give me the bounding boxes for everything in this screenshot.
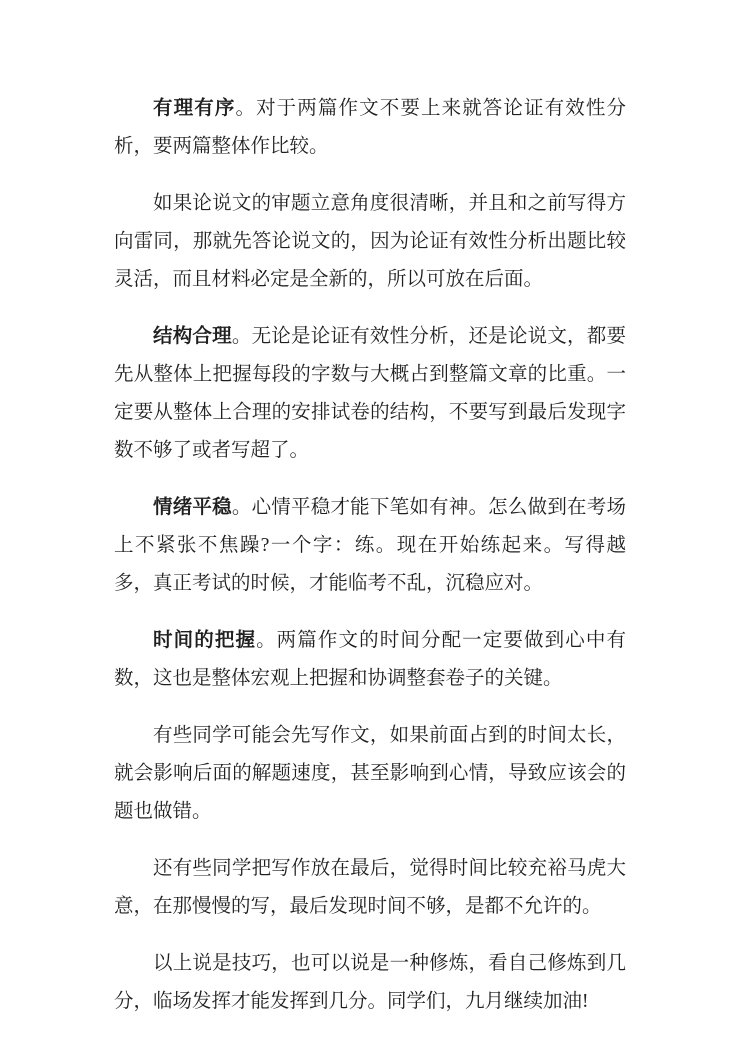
paragraph: 时间的把握。两篇作文的时间分配一定要做到心中有数，这也是整体宏观上把握和协调整套卷子的关键。: [114, 630, 626, 689]
paragraph-lead: 情绪平稳: [153, 497, 232, 518]
paragraph-lead: 时间的把握: [153, 630, 257, 651]
paragraph: 有理有序。对于两篇作文不要上来就答论证有效性分析，要两篇整体作比较。: [114, 98, 626, 157]
document-body: [114, 90, 626, 1021]
paragraph: 如果论说文的审题立意角度很清晰，并且和之前写得方向雷同，那就先答论说文的，因为论证有效性分析出题比较灵活，而且材料必定是全新的，所以可放在后面。: [114, 193, 626, 290]
paragraph: 情绪平稳。心情平稳才能下笔如有神。怎么做到在考场上不紧张不焦躁?一个字：练。现在开始练起来。写得越多，真正考试的时候，才能临考不乱，沉稳应对。: [114, 497, 626, 594]
paragraph: 结构合理。无论是论证有效性分析，还是论说文，都要先从整体上把握每段的字数与大概占到整篇文章的比重。一定要从整体上合理的安排试卷的结构，不要写到最后发现字数不够了或者写超了。: [114, 326, 626, 461]
paragraph-lead: 结构合理: [153, 326, 232, 347]
paragraph-lead: 有理有序: [153, 98, 236, 119]
paragraph: 还有些同学把写作放在最后，觉得时间比较充裕马虎大意，在那慢慢的写，最后发现时间不够，是都不允许的。: [114, 858, 626, 917]
paragraph: 有些同学可能会先写作文，如果前面占到的时间太长，就会影响后面的解题速度，甚至影响到心情，导致应该会的题也做错。: [114, 725, 626, 822]
paragraph: 以上说是技巧，也可以说是一种修炼，看自己修炼到几分，临场发挥才能发挥到几分。同学们，九月继续加油!: [114, 953, 626, 1012]
